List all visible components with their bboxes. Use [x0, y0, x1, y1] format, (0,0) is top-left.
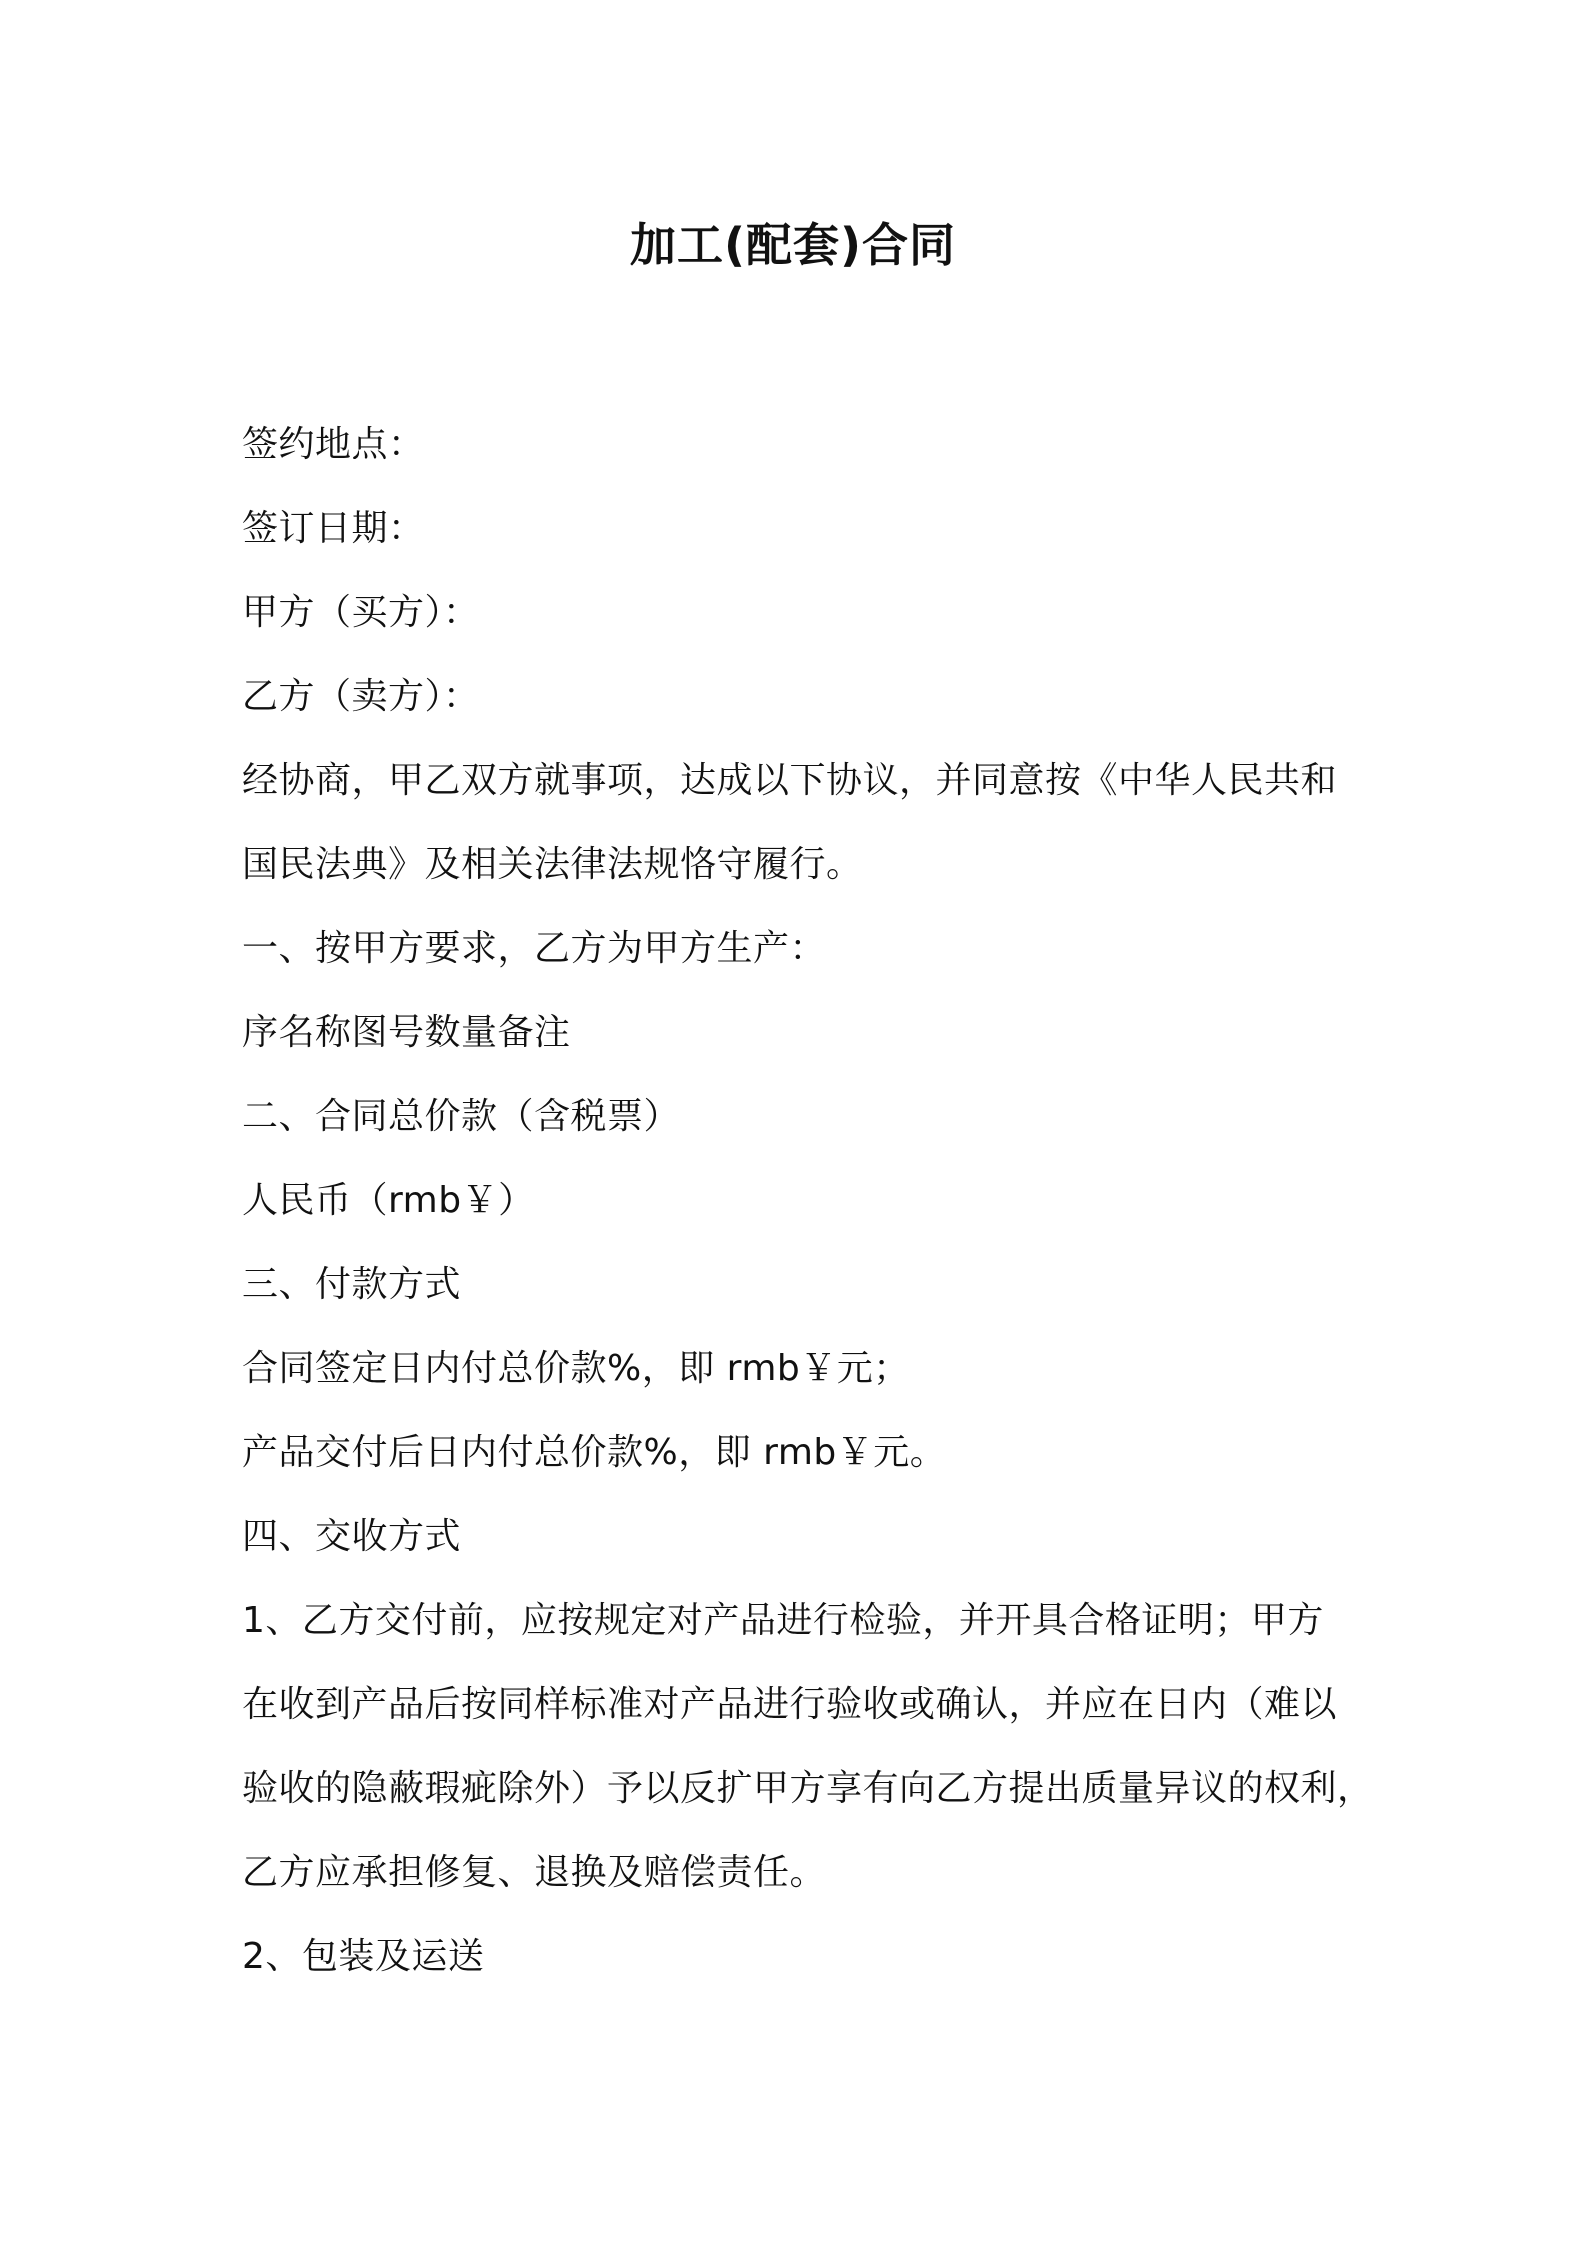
- inspection-clause-line-3: 验收的隐蔽瑕疵除外）予以反扩甲方享有向乙方提出质量异议的权利，: [242, 1768, 1374, 1809]
- signing-place-line: 签约地点：: [242, 424, 425, 465]
- section-4-heading: 四、交收方式: [242, 1516, 462, 1557]
- party-a-line: 甲方（买方）：: [242, 592, 480, 633]
- preamble-line-1: 经协商，甲乙双方就事项，达成以下协议，并同意按《中华人民共和: [242, 760, 1338, 801]
- document-title: 加工(配套)合同: [629, 218, 957, 272]
- total-price-line: 人民币（rmb￥）: [242, 1180, 535, 1221]
- payment-term-1: 合同签定日内付总价款%，即 rmb￥元；: [242, 1348, 910, 1389]
- preamble-line-2: 国民法典》及相关法律法规恪守履行。: [242, 844, 863, 885]
- section-3-heading: 三、付款方式: [242, 1264, 462, 1305]
- section-1-heading: 一、按甲方要求，乙方为甲方生产：: [242, 928, 827, 969]
- inspection-clause-line-4: 乙方应承担修复、退换及赔偿责任。: [242, 1852, 827, 1893]
- party-b-line: 乙方（卖方）：: [242, 676, 480, 717]
- packaging-clause-heading: 2、包装及运送: [242, 1936, 485, 1977]
- payment-term-2: 产品交付后日内付总价款%，即 rmb￥元。: [242, 1432, 947, 1473]
- inspection-clause-line-2: 在收到产品后按同样标准对产品进行验收或确认，并应在日内（难以: [242, 1684, 1338, 1725]
- signing-date-line: 签订日期：: [242, 508, 425, 549]
- document-body: [242, 403, 1374, 1999]
- section-2-heading: 二、合同总价款（含税票）: [242, 1096, 681, 1137]
- product-table-header: 序名称图号数量备注: [242, 1012, 571, 1053]
- inspection-clause-line-1: 1、乙方交付前，应按规定对产品进行检验，并开具合格证明；甲方: [242, 1600, 1324, 1641]
